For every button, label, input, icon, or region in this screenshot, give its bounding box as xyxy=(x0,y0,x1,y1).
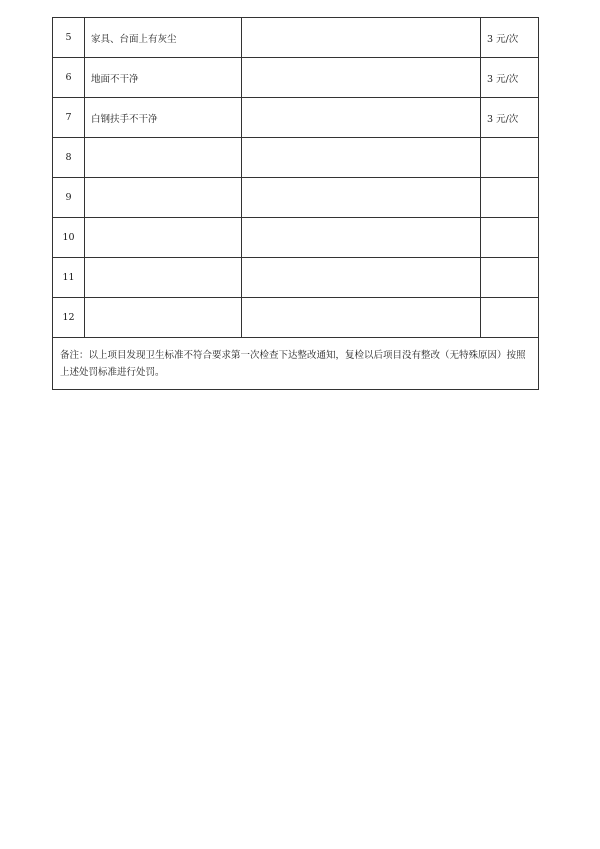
row-number: 12 xyxy=(53,298,85,338)
penalty-amount: 3 元/次 xyxy=(481,18,539,58)
remark-text: 备注：以上项目发现卫生标准不符合要求第一次检查下达整改通知，复检以后项目没有整改（无特殊原因）按照上述处罚标准进行处罚。 xyxy=(53,338,539,390)
remark-row xyxy=(53,338,539,390)
row-number: 10 xyxy=(53,218,85,258)
table-row xyxy=(53,58,539,98)
row-number: 6 xyxy=(53,58,85,98)
row-number: 11 xyxy=(53,258,85,298)
item-note xyxy=(242,298,481,338)
penalty-amount xyxy=(481,138,539,178)
table-row xyxy=(53,18,539,58)
item-note xyxy=(242,98,481,138)
table-row xyxy=(53,298,539,338)
item-note xyxy=(242,218,481,258)
item-description xyxy=(85,178,242,218)
table-body xyxy=(53,18,539,390)
item-note xyxy=(242,258,481,298)
penalty-amount xyxy=(481,258,539,298)
item-description xyxy=(85,138,242,178)
inspection-table xyxy=(52,17,539,390)
item-note xyxy=(242,138,481,178)
penalty-amount xyxy=(481,298,539,338)
item-description xyxy=(85,258,242,298)
table-row xyxy=(53,258,539,298)
item-description xyxy=(85,298,242,338)
row-number: 8 xyxy=(53,138,85,178)
item-note xyxy=(242,178,481,218)
row-number: 7 xyxy=(53,98,85,138)
table-row xyxy=(53,138,539,178)
penalty-amount: 3 元/次 xyxy=(481,98,539,138)
table-row xyxy=(53,218,539,258)
table-row xyxy=(53,178,539,218)
penalty-amount: 3 元/次 xyxy=(481,58,539,98)
item-note xyxy=(242,18,481,58)
item-note xyxy=(242,58,481,98)
row-number: 9 xyxy=(53,178,85,218)
item-description xyxy=(85,218,242,258)
item-description: 家具、台面上有灰尘 xyxy=(85,18,242,58)
item-description: 地面不干净 xyxy=(85,58,242,98)
item-description: 白钢扶手不干净 xyxy=(85,98,242,138)
table-row xyxy=(53,98,539,138)
penalty-amount xyxy=(481,218,539,258)
row-number: 5 xyxy=(53,18,85,58)
penalty-amount xyxy=(481,178,539,218)
